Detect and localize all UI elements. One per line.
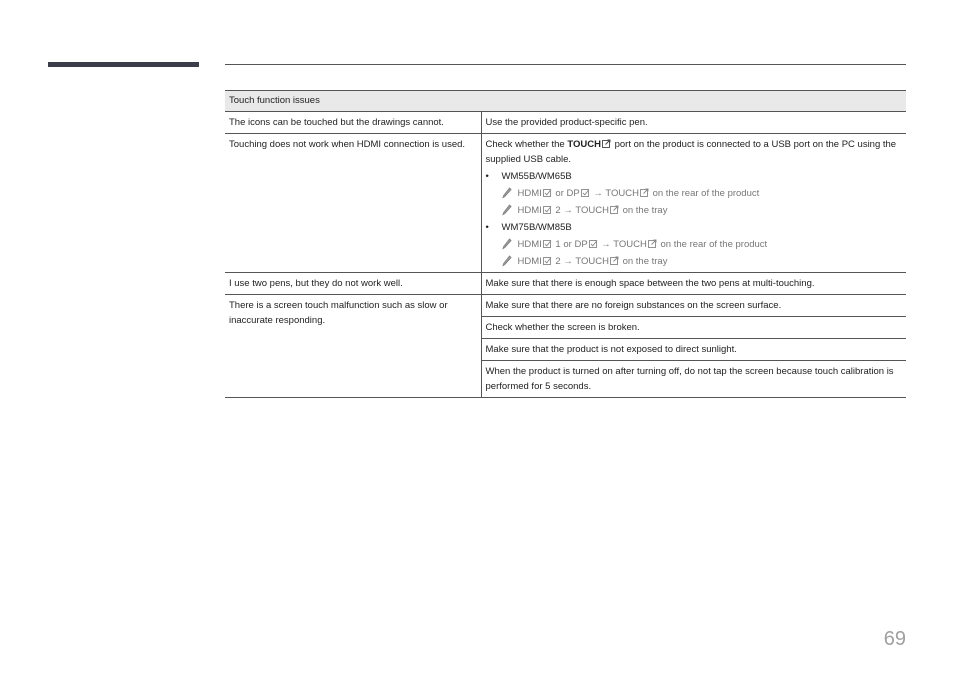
table-header: Touch function issues: [225, 91, 906, 112]
source-icon: [543, 188, 552, 197]
solution-text: Check whether the TOUCH port on the product is connected to a USB port on the PC using the supplied USB cable.: [485, 139, 897, 165]
source-icon: [543, 239, 552, 248]
problem-cell: Touching does not work when HDMI connection is used.: [225, 134, 481, 273]
note-line: HDMI 2 → TOUCH on the tray: [486, 203, 903, 218]
table-header-row: [225, 91, 906, 112]
table-row: [225, 134, 906, 273]
model-item: • WM55B/WM65B: [485, 171, 572, 182]
pen-icon: [502, 187, 512, 199]
top-divider: [225, 64, 906, 65]
solution-cell: [481, 134, 906, 273]
source-icon: [543, 205, 552, 214]
touch-port-icon: [640, 188, 649, 197]
source-icon: [581, 188, 590, 197]
pen-icon: [502, 255, 512, 267]
source-icon: [589, 239, 598, 248]
note-line: HDMI 1 or DP → TOUCH on the rear of the product: [486, 237, 903, 252]
problem-cell: The icons can be touched but the drawings cannot.: [225, 112, 481, 134]
touch-port-label: TOUCH: [567, 139, 601, 150]
touch-port-icon: [648, 239, 657, 248]
touch-port-icon: [602, 139, 611, 148]
problem-cell: I use two pens, but they do not work well.: [225, 273, 481, 295]
touch-issues-table: [225, 90, 906, 398]
touch-port-icon: [610, 256, 619, 265]
note-line: HDMI 2 → TOUCH on the tray: [486, 254, 903, 269]
pen-icon: [502, 204, 512, 216]
model-item: • WM75B/WM85B: [485, 222, 572, 233]
section-marker-bar: [48, 62, 199, 67]
solution-cell: Make sure that there are no foreign substances on the screen surface.: [481, 295, 906, 317]
note-line: HDMI or DP → TOUCH on the rear of the product: [486, 186, 903, 201]
table-row: [225, 273, 906, 295]
solution-cell: Use the provided product-specific pen.: [481, 112, 906, 134]
problem-cell: There is a screen touch malfunction such as slow or inaccurate responding.: [225, 295, 481, 398]
solution-cell: When the product is turned on after turning off, do not tap the screen because touch calibration is performed for 5 seconds.: [481, 361, 906, 398]
touch-port-icon: [610, 205, 619, 214]
page-number: 69: [883, 628, 906, 650]
pen-icon: [502, 238, 512, 250]
solution-cell: Make sure that there is enough space between the two pens at multi-touching.: [481, 273, 906, 295]
solution-cell: Check whether the screen is broken.: [481, 317, 906, 339]
table-row: [225, 112, 906, 134]
table-row: [225, 295, 906, 317]
source-icon: [543, 256, 552, 265]
solution-cell: Make sure that the product is not exposed to direct sunlight.: [481, 339, 906, 361]
